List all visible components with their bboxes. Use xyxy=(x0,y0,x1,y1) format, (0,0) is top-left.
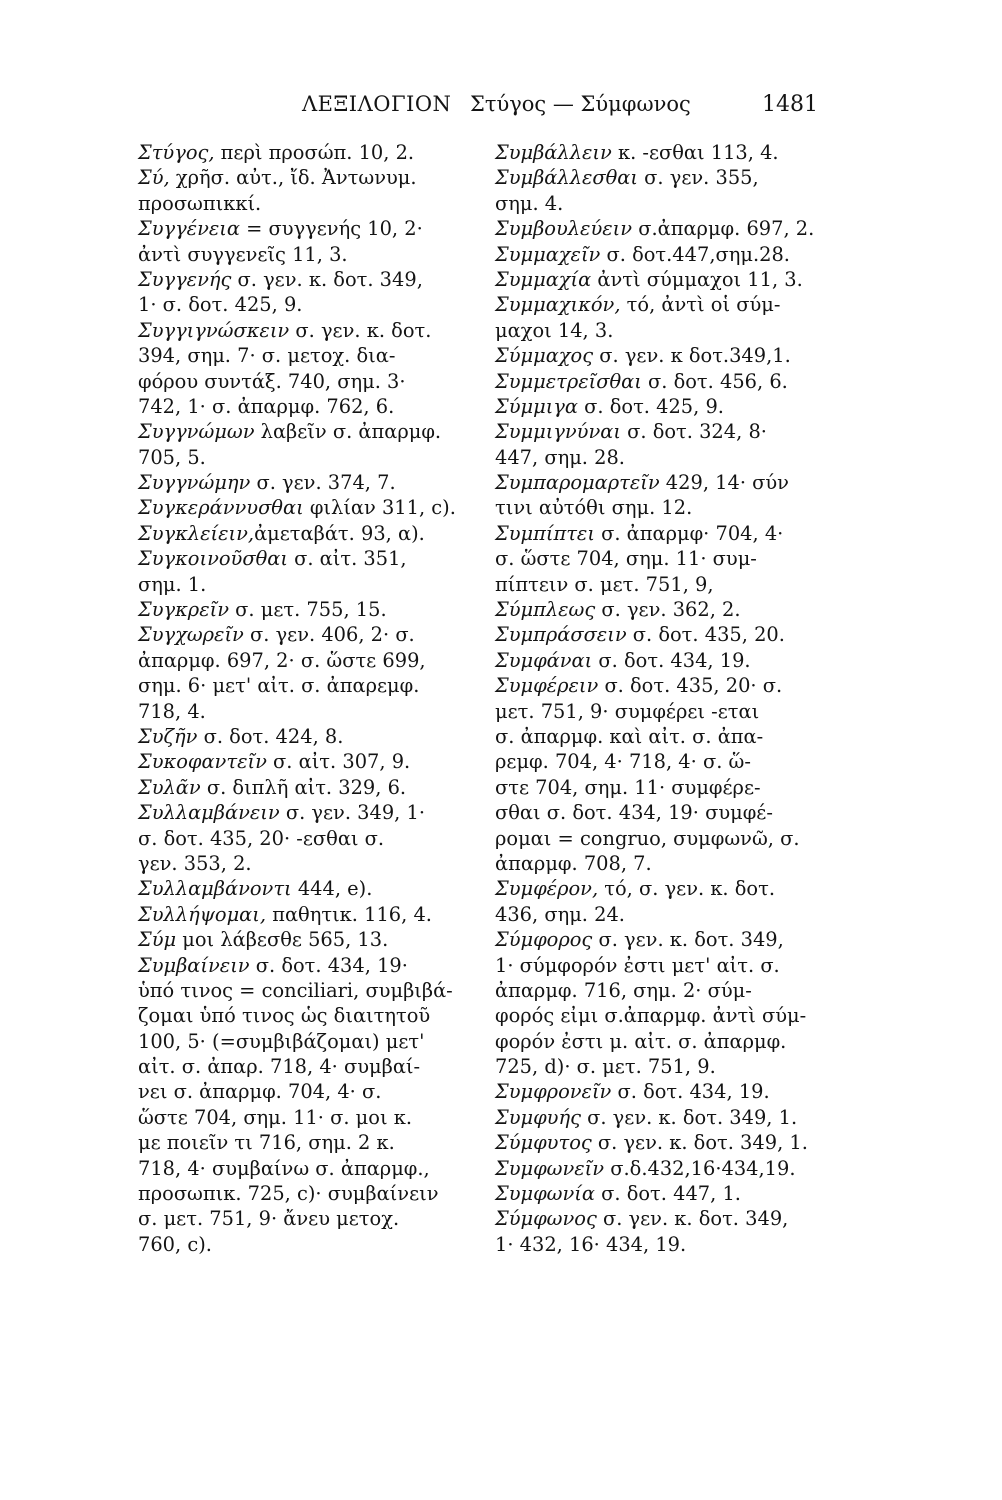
entry-line xyxy=(495,165,843,190)
entry-headword: Συλλήψομαι, xyxy=(138,902,267,926)
entry-text: σ. δοτ.447,σημ.28. xyxy=(600,242,790,266)
entry-text: σ. γεν. κ. δοτ. 349, 1. xyxy=(580,1105,798,1129)
entry-text: ἀπαρμφ. 697, 2· σ. ὥστε 699, xyxy=(138,648,426,672)
entry-line xyxy=(138,1130,486,1155)
entry-text: σ. δοτ. 434, 19. xyxy=(611,1080,770,1104)
entry-line xyxy=(138,242,486,267)
entry-text: φορόν ἐστι μ. αἰτ. σ. ἀπαρμφ. xyxy=(495,1029,787,1053)
entry-line xyxy=(138,699,486,724)
entry-line xyxy=(495,521,843,546)
entry-line xyxy=(495,140,843,165)
entry-text: 394, σημ. 7· σ. μετοχ. δια- xyxy=(138,344,396,368)
entry-line xyxy=(138,978,486,1003)
entry-headword: Συμπαρομαρτεῖν xyxy=(495,471,660,495)
entry-line xyxy=(495,648,843,673)
headword-range: Στύγος — Σύμφωνος xyxy=(470,92,691,116)
entry-text: ἀπαρμφ. 708, 7. xyxy=(495,851,652,875)
entry-headword: Συμπίπτει xyxy=(495,521,595,545)
entry-line xyxy=(495,419,843,444)
entry-line xyxy=(495,495,843,520)
entry-text: 718, 4. xyxy=(138,699,206,723)
entry-text: = συγγενής 10, 2· xyxy=(239,217,423,241)
entry-line xyxy=(138,673,486,698)
entry-line xyxy=(138,1232,486,1257)
entry-headword: Συμμαχεῖν xyxy=(495,242,601,266)
entry-text: προσωπικ. 725, c)· συμβαίνειν xyxy=(138,1182,439,1206)
entry-headword: Συλλαμβάνοντι xyxy=(138,877,292,901)
entry-line xyxy=(138,140,486,165)
entry-headword: Συγγνώμων xyxy=(138,420,255,444)
running-header xyxy=(0,86,1002,126)
entry-line xyxy=(495,318,843,343)
entry-line xyxy=(138,902,486,927)
entry-line xyxy=(138,191,486,216)
entry-line xyxy=(495,800,843,825)
entry-headword: Σύμφυτος xyxy=(495,1131,592,1155)
entry-line xyxy=(138,826,486,851)
entry-line xyxy=(138,1003,486,1028)
entry-headword: Συγγνώμην xyxy=(138,471,251,495)
entry-line xyxy=(138,165,486,190)
entry-text: τινι αὐτόθι σημ. 12. xyxy=(495,496,693,520)
entry-text: σ. δοτ. 434, 19· xyxy=(249,953,408,977)
entry-headword: Σύμφωνος xyxy=(495,1207,597,1231)
entry-text: σημ. 4. xyxy=(495,191,564,215)
entry-text: αἰτ. σ. ἀπαρ. 718, 4· συμβαί- xyxy=(138,1055,421,1079)
entry-line xyxy=(495,216,843,241)
entry-text: σ. δοτ. 435, 20. xyxy=(626,623,785,647)
entry-text: 429, 14· σύν xyxy=(659,471,789,495)
entry-text: σημ. 1. xyxy=(138,572,207,596)
entry-text: χρῆσ. αὐτ., ἴδ. Ἀντωνυμ. xyxy=(169,166,417,190)
entry-text: σ. δοτ. 456, 6. xyxy=(641,369,788,393)
entry-text: 444, e). xyxy=(291,877,373,901)
entry-headword: Συμμαχία xyxy=(495,267,592,291)
entry-text: σ. δοτ. 424, 8. xyxy=(197,724,344,748)
entry-headword: Σύμμιγα xyxy=(495,394,578,418)
entry-line xyxy=(495,597,843,622)
entry-line xyxy=(495,622,843,647)
entry-headword: Συμφρονεῖν xyxy=(495,1080,612,1104)
entry-line xyxy=(138,724,486,749)
entry-headword: Συμφέρον, xyxy=(495,877,599,901)
entry-headword: Συγγιγνώσκειν xyxy=(138,318,290,342)
entry-text: νει σ. ἀπαρμφ. 704, 4· σ. xyxy=(138,1080,382,1104)
entry-text: προσωπικκί. xyxy=(138,191,262,215)
entry-text: σ. γεν. κ. δοτ. 349, xyxy=(231,267,423,291)
entry-line xyxy=(495,826,843,851)
entry-text: σ. ἀπαρμφ. καὶ αἰτ. σ. ἀπα- xyxy=(495,724,764,748)
entry-line xyxy=(495,1181,843,1206)
entry-headword: Σύμφορος xyxy=(495,928,593,952)
entry-text: σ. μετ. 751, 9· ἄνευ μετοχ. xyxy=(138,1207,400,1231)
entry-text: σ. γεν. κ. δοτ. 349, xyxy=(592,928,784,952)
entry-headword: Συμβαίνειν xyxy=(138,953,250,977)
entry-line xyxy=(495,1206,843,1231)
entry-text: μαχοι 14, 3. xyxy=(495,318,614,342)
entry-line xyxy=(138,1156,486,1181)
entry-line xyxy=(138,749,486,774)
entry-line xyxy=(495,699,843,724)
entry-line xyxy=(138,470,486,495)
entry-text: σ. γεν. κ. δοτ. 349, xyxy=(596,1207,789,1231)
entry-text: κ. -εσθαι 113, 4. xyxy=(611,141,779,164)
entry-line xyxy=(138,343,486,368)
entry-headword: Σύ, xyxy=(138,166,170,190)
entry-line xyxy=(495,445,843,470)
entry-line xyxy=(495,902,843,927)
entry-line xyxy=(138,292,486,317)
entry-line xyxy=(138,419,486,444)
entry-text: σημ. 6· μετ' αἰτ. σ. ἀπαρεμφ. xyxy=(138,674,420,698)
entry-line xyxy=(495,1003,843,1028)
entry-text: 742, 1· σ. ἀπαρμφ. 762, 6. xyxy=(138,394,395,418)
entry-line xyxy=(138,597,486,622)
entry-headword: Σύμ xyxy=(138,928,177,952)
entry-text: τό, σ. γεν. κ. δοτ. xyxy=(598,877,776,901)
entry-line xyxy=(138,1079,486,1104)
entry-text: 1· σύμφορόν ἐστι μετ' αἰτ. σ. xyxy=(495,953,780,977)
entry-line xyxy=(138,775,486,800)
entry-headword: Σύμπλεως xyxy=(495,598,596,622)
entry-headword: Συμπράσσειν xyxy=(495,623,627,647)
entry-text: σ. δοτ. 425, 9. xyxy=(578,394,724,418)
entry-headword: Συμβάλλεσθαι xyxy=(495,166,638,190)
entry-text: 760, c). xyxy=(138,1232,212,1256)
entry-headword: Συμφωνεῖν xyxy=(495,1156,605,1180)
entry-text: μετ. 751, 9· συμφέρει -εται xyxy=(495,699,760,723)
entry-text: σ. αἰτ. 351, xyxy=(287,547,407,571)
entry-line xyxy=(495,1105,843,1130)
entry-text: σ. δοτ. 435, 20· σ. xyxy=(598,674,783,698)
entry-headword: Συμφυής xyxy=(495,1105,581,1129)
entry-line xyxy=(138,800,486,825)
entry-line xyxy=(495,775,843,800)
entry-line xyxy=(138,546,486,571)
entry-text: φόρου συντάξ. 740, σημ. 3· xyxy=(138,369,406,393)
entry-text: σ. δοτ. 434, 19. xyxy=(592,648,751,672)
entry-text: μοι λάβεσθε 565, 13. xyxy=(176,928,389,952)
entry-line xyxy=(138,394,486,419)
entry-line xyxy=(138,622,486,647)
entry-text: ρεμφ. 704, 4· 718, 4· σ. ὥ- xyxy=(495,750,751,774)
entry-headword: Συζῆν xyxy=(138,724,198,748)
entry-text: σ. γεν. κ. δοτ. xyxy=(289,318,432,342)
entry-headword: Συγχωρεῖν xyxy=(138,623,244,647)
entry-line xyxy=(138,648,486,673)
entry-headword: Συμφάναι xyxy=(495,648,593,672)
entry-text: ὑπό τινος = conciliari, συμβιβά- xyxy=(138,978,453,1002)
entry-line xyxy=(138,1181,486,1206)
entry-text: με ποιεῖν τι 716, σημ. 2 κ. xyxy=(138,1131,395,1155)
entry-text: φορός εἰμι σ.ἀπαρμφ. ἀντὶ σύμ- xyxy=(495,1004,807,1028)
entry-line xyxy=(495,470,843,495)
entry-headword: Σύμμαχος xyxy=(495,344,594,368)
entry-line xyxy=(138,1029,486,1054)
entry-text: σ. ἀπαρμφ· 704, 4· xyxy=(594,521,784,545)
entry-headword: Συγκοινοῦσθαι xyxy=(138,547,288,571)
entry-line xyxy=(495,1079,843,1104)
entry-line xyxy=(138,927,486,952)
entry-text: λαβεῖν σ. ἀπαρμφ. xyxy=(254,420,442,444)
entry-text: σ. δοτ. 324, 8· xyxy=(620,420,767,444)
entry-text: 725, d)· σ. μετ. 751, 9. xyxy=(495,1055,716,1079)
entry-headword: Συλᾶν xyxy=(138,775,201,799)
entry-text: παθητικ. 116, 4. xyxy=(266,902,432,926)
entry-text: 100, 5· (=συμβιβάζομαι) μετ' xyxy=(138,1029,425,1053)
entry-text: σ. γεν. 355, xyxy=(638,166,759,190)
entry-line xyxy=(138,521,486,546)
entry-line xyxy=(495,1029,843,1054)
entry-text: σ. γεν. 362, 2. xyxy=(595,598,741,622)
entry-line xyxy=(495,876,843,901)
entry-text: 718, 4· συμβαίνω σ. ἀπαρμφ., xyxy=(138,1156,430,1180)
entry-headword: Συμφέρειν xyxy=(495,674,599,698)
entry-text: σ. γεν. 349, 1· xyxy=(279,801,425,825)
entry-line xyxy=(495,927,843,952)
entry-line xyxy=(495,242,843,267)
entry-line xyxy=(495,749,843,774)
entry-line xyxy=(138,1105,486,1130)
entry-text: 1· σ. δοτ. 425, 9. xyxy=(138,293,303,317)
entry-text: ἀντὶ συγγενεῖς 11, 3. xyxy=(138,242,348,266)
entry-line xyxy=(138,572,486,597)
entry-text: σ. γεν. 374, 7. xyxy=(250,471,396,495)
entry-headword: Συμμετρεῖσθαι xyxy=(495,369,642,393)
entry-line xyxy=(495,343,843,368)
entry-line xyxy=(495,953,843,978)
entry-line xyxy=(138,495,486,520)
entry-line xyxy=(495,394,843,419)
entry-line xyxy=(495,546,843,571)
entry-line xyxy=(138,369,486,394)
entry-text: περὶ προσώπ. 10, 2. xyxy=(214,141,415,164)
entry-text: σ.ἀπαρμφ. 697, 2. xyxy=(632,217,815,241)
page-number: 1481 xyxy=(762,92,818,117)
entry-text: σ. διπλῆ αἰτ. 329, 6. xyxy=(200,775,407,799)
entry-line xyxy=(495,572,843,597)
entry-line xyxy=(495,292,843,317)
entry-text: σ. μετ. 755, 15. xyxy=(229,598,387,622)
entry-text: σθαι σ. δοτ. 434, 19· συμφέ- xyxy=(495,801,773,825)
entry-line xyxy=(495,724,843,749)
entry-text: 436, σημ. 24. xyxy=(495,902,625,926)
entry-headword: Συγκλείειν, xyxy=(138,521,255,545)
entry-headword: Συγκρεῖν xyxy=(138,598,229,622)
entry-headword: Συμβουλεύειν xyxy=(495,217,633,241)
entry-line xyxy=(495,191,843,216)
entry-headword: Συμβάλλειν xyxy=(495,141,612,164)
entry-headword: Συμμαχικόν, xyxy=(495,293,621,317)
right-column xyxy=(495,140,843,1257)
entry-text: πίπτειν σ. μετ. 751, 9, xyxy=(495,572,714,596)
entry-line xyxy=(495,673,843,698)
entry-line xyxy=(138,1206,486,1231)
entry-text: ζομαι ὑπό τινος ὡς διαιτητοῦ xyxy=(138,1004,431,1028)
entry-headword: Συκοφαντεῖν xyxy=(138,750,267,774)
entry-headword: Στύγος, xyxy=(138,141,215,164)
entry-text: ἀμεταβάτ. 93, α). xyxy=(254,521,425,545)
entry-text: σ. γεν. 406, 2· σ. xyxy=(243,623,415,647)
entry-text: σ. γεν. κ δοτ.349,1. xyxy=(593,344,791,368)
entry-text: σ. ὥστε 704, σημ. 11· συμ- xyxy=(495,547,757,571)
entry-line xyxy=(138,953,486,978)
entry-line xyxy=(138,216,486,241)
entry-line xyxy=(495,1232,843,1257)
entry-text: σ. αἰτ. 307, 9. xyxy=(266,750,411,774)
entry-line xyxy=(495,1054,843,1079)
entry-line xyxy=(138,1054,486,1079)
entry-line xyxy=(138,318,486,343)
left-column xyxy=(138,140,486,1257)
entry-text: τό, ἀντὶ οἱ σύμ- xyxy=(620,293,781,317)
entry-text: σ. γεν. κ. δοτ. 349, 1. xyxy=(591,1131,808,1155)
entry-headword: Συγγενής xyxy=(138,267,232,291)
entry-headword: Συμφωνία xyxy=(495,1182,595,1206)
entry-text: 1· 432, 16· 434, 19. xyxy=(495,1232,687,1256)
entry-line xyxy=(495,1130,843,1155)
entry-text: ρομαι = congruo, συμφωνῶ, σ. xyxy=(495,826,800,850)
entry-line xyxy=(495,267,843,292)
entry-line xyxy=(495,978,843,1003)
entry-text: γεν. 353, 2. xyxy=(138,851,252,875)
entry-text: ὥστε 704, σημ. 11· σ. μοι κ. xyxy=(138,1105,412,1129)
entry-line xyxy=(138,876,486,901)
entry-text: ἀντὶ σύμμαχοι 11, 3. xyxy=(591,267,803,291)
lexicon-title: ΛΕΞΙΛΟΓΙΟΝ xyxy=(302,92,452,116)
entry-headword: Συλλαμβάνειν xyxy=(138,801,280,825)
entry-headword: Συμμιγνύναι xyxy=(495,420,621,444)
entry-text: 447, σημ. 28. xyxy=(495,445,625,469)
entry-line xyxy=(138,851,486,876)
entry-line xyxy=(138,267,486,292)
entry-headword: Συγκεράννυσθαι xyxy=(138,496,304,520)
entry-headword: Συγγένεια xyxy=(138,217,240,241)
entry-text: φιλίαν 311, c). xyxy=(303,496,456,520)
entry-text: σ. δοτ. 435, 20· -εσθαι σ. xyxy=(138,826,385,850)
entry-text: στε 704, σημ. 11· συμφέρε- xyxy=(495,775,761,799)
entry-line xyxy=(495,369,843,394)
entry-text: ἀπαρμφ. 716, σημ. 2· σύμ- xyxy=(495,978,752,1002)
entry-text: σ.δ.432,16·434,19. xyxy=(604,1156,796,1180)
entry-text: σ. δοτ. 447, 1. xyxy=(594,1182,741,1206)
entry-line xyxy=(138,445,486,470)
entry-text: 705, 5. xyxy=(138,445,206,469)
entry-line xyxy=(495,851,843,876)
entry-line xyxy=(495,1156,843,1181)
